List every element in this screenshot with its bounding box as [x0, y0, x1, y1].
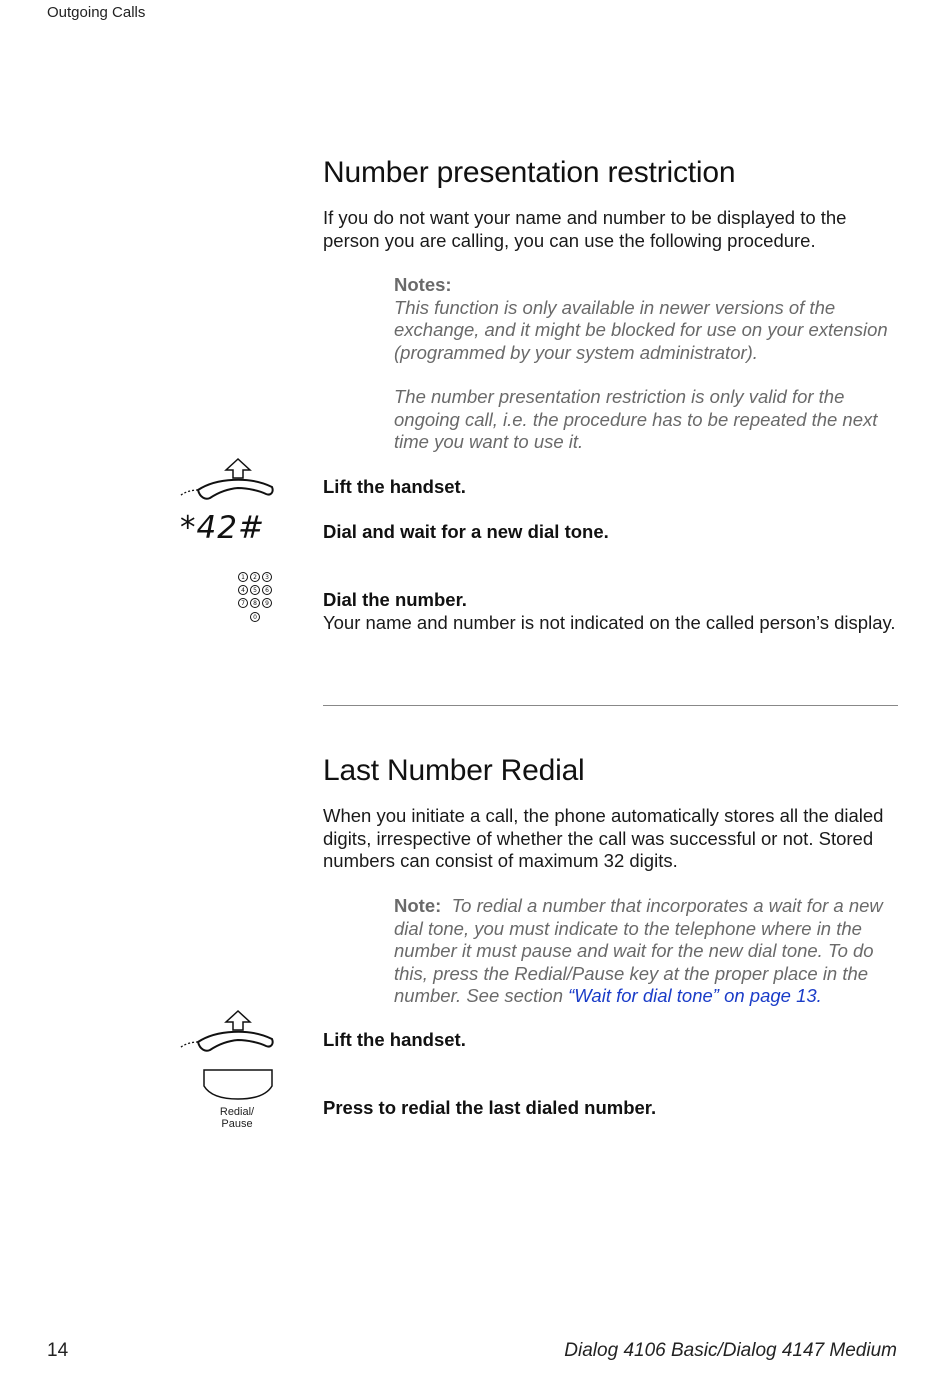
- notes-label: Notes:: [394, 274, 452, 295]
- footer-doc-title: Dialog 4106 Basic/Dialog 4147 Medium: [564, 1340, 897, 1361]
- svg-text:4: 4: [241, 587, 245, 594]
- svg-text:2: 2: [253, 574, 257, 581]
- keypad-icon: [236, 570, 278, 626]
- handset-lift-icon: [178, 1008, 278, 1054]
- section1-intro: If you do not want your name and number to be displayed to the person you are calling, you can use the following procedure.: [323, 207, 847, 251]
- step-dial-number-text: Your name and number is not indicated on the called person’s display.: [323, 611, 896, 633]
- page-number: 14: [47, 1340, 69, 1361]
- svg-text:3: 3: [265, 574, 269, 581]
- svg-text:5: 5: [253, 587, 257, 594]
- redial-pause-key-icon: [200, 1066, 276, 1102]
- step-lift-handset: Lift the handset.: [323, 476, 466, 497]
- note-label: Note:: [394, 895, 442, 916]
- step-dial-number-title: Dial the number.: [323, 589, 467, 610]
- svg-text:0: 0: [253, 614, 257, 621]
- step-dial-number: [323, 589, 898, 634]
- section2-intro: When you initiate a call, the phone automatically stores all the dialed digits, irrespective of whether the call was successful or not. Stored numbers can consist of maximum 32 digits.: [323, 805, 884, 871]
- note-block-redial: [394, 895, 904, 1008]
- note-text: To redial a number that incorporates a wait for a new dial tone, you must indicate to the telephone where in the number it must pause and wait for the new dial tone. To do this, press the Redial/Pause key at the proper place in the number. See section: [394, 895, 883, 1006]
- svg-text:8: 8: [253, 600, 257, 607]
- notes-block: [394, 274, 904, 454]
- dial-code: *42#: [180, 510, 265, 546]
- svg-text:7: 7: [241, 600, 245, 607]
- step-dial-wait: Dial and wait for a new dial tone.: [323, 521, 609, 542]
- section-title-number-presentation: Number presentation restriction: [323, 156, 736, 189]
- step-lift-handset-2: Lift the handset.: [323, 1029, 466, 1050]
- svg-text:9: 9: [265, 600, 269, 607]
- note-1: This function is only available in newer versions of the exchange, and it might be blocked for use on your extension (programmed by your system administrator).: [394, 296, 888, 363]
- svg-text:6: 6: [265, 587, 269, 594]
- running-head: Outgoing Calls: [47, 4, 146, 21]
- section-title-last-number-redial: Last Number Redial: [323, 754, 585, 787]
- note-2: The number presentation restriction is only valid for the ongoing call, i.e. the procedure has to be repeated the next time you want to use it.: [394, 386, 878, 452]
- redial-pause-label: Redial/ Pause: [219, 1106, 255, 1130]
- section-divider: [323, 705, 898, 706]
- svg-text:1: 1: [241, 574, 245, 581]
- handset-lift-icon: [178, 456, 278, 502]
- step-press-redial: Press to redial the last dialed number.: [323, 1097, 657, 1118]
- link-wait-for-dial-tone[interactable]: “Wait for dial tone” on page 13.: [568, 985, 822, 1006]
